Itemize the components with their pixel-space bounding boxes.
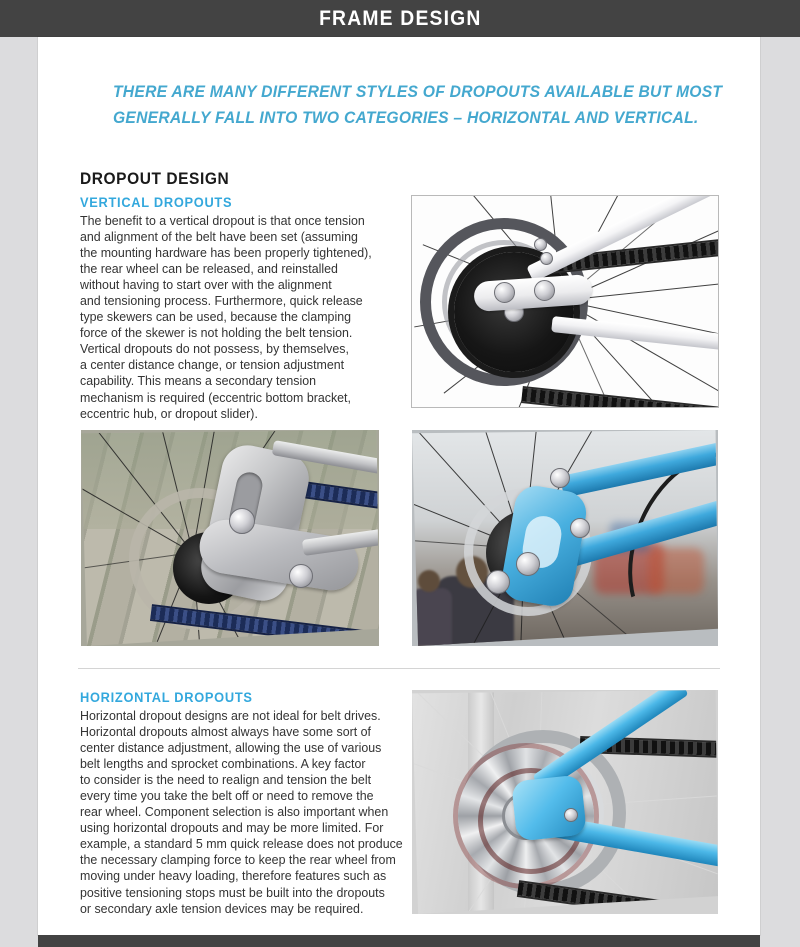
section-divider [78, 668, 720, 669]
body-line: example, a standard 5 mm quick release does not produce [80, 837, 403, 852]
body-line: mechanism is required (eccentric bottom bracket, [80, 390, 351, 405]
body-line: or secondary axle tension devices may be required. [80, 901, 364, 916]
subheading-vertical-dropouts: VERTICAL DROPOUTS [80, 195, 233, 210]
body-line: moving under heavy loading, therefore features such as [80, 869, 387, 884]
body-line: rear wheel. Component selection is also important when [80, 805, 389, 820]
photo-blue-frame-tradeshow [411, 429, 719, 647]
body-line: capability. This means a secondary tension [80, 374, 317, 389]
vertical-dropouts-body [80, 213, 387, 422]
body-line: type skewers can be used, because the clamping [80, 310, 352, 325]
section-title-dropout-design: DROPOUT DESIGN [80, 170, 230, 188]
page-title: FRAME DESIGN [318, 6, 482, 30]
page-sheet [38, 37, 760, 935]
body-line: positive tensioning stops must be built into the dropouts [80, 885, 385, 900]
body-line: center distance adjustment, allowing the use of various [80, 741, 382, 756]
body-line: the mounting hardware has been properly tightened), [80, 246, 372, 261]
intro-subtitle-line-1: THERE ARE MANY DIFFERENT STYLES OF DROPOUTS AVAILABLE BUT MOST [113, 83, 723, 101]
body-line: and tensioning process. Furthermore, quick release [80, 294, 363, 309]
photo-vertical-white-frame [411, 195, 719, 408]
body-line: Vertical dropouts do not possess, by themselves, [80, 342, 349, 357]
body-line: The benefit to a vertical dropout is that once tension [80, 214, 365, 228]
body-line: to consider is the need to realign and tension the belt [80, 773, 372, 788]
body-line: a center distance change, or tension adjustment [80, 358, 345, 373]
body-line: Horizontal dropout designs are not ideal for belt drives. [80, 709, 381, 723]
header-bar [0, 0, 800, 37]
body-line: using horizontal dropouts and may be more limited. For [80, 821, 384, 836]
body-line: eccentric hub, or dropout slider). [80, 406, 258, 421]
horizontal-dropouts-text-column [80, 690, 403, 917]
body-line: every time you take the belt off or need to remove the [80, 789, 374, 804]
intro-subtitle [113, 79, 723, 131]
body-line: belt lengths and sprocket combinations. A key factor [80, 757, 366, 772]
body-line: and alignment of the belt have been set (assuming [80, 230, 358, 245]
body-line: the rear wheel can be released, and reinstalled [80, 262, 338, 277]
body-line: the necessary clamping force to keep the rear wheel from [80, 853, 396, 868]
footer-bar [38, 935, 760, 947]
intro-subtitle-line-2: GENERALLY FALL INTO TWO CATEGORIES – HORIZONTAL AND VERTICAL. [113, 109, 699, 127]
horizontal-dropouts-body [80, 708, 403, 917]
subheading-horizontal-dropouts: HORIZONTAL DROPOUTS [80, 690, 253, 705]
body-line: force of the skewer is not holding the belt tension. [80, 326, 353, 341]
photo-horizontal-blue-chrome [411, 689, 719, 915]
body-line: Horizontal dropouts almost always have some sort of [80, 725, 371, 740]
photo-silver-dropout-deck [80, 429, 380, 647]
body-line: without having to start over with the alignment [80, 278, 332, 293]
vertical-dropouts-text-column [80, 170, 392, 422]
